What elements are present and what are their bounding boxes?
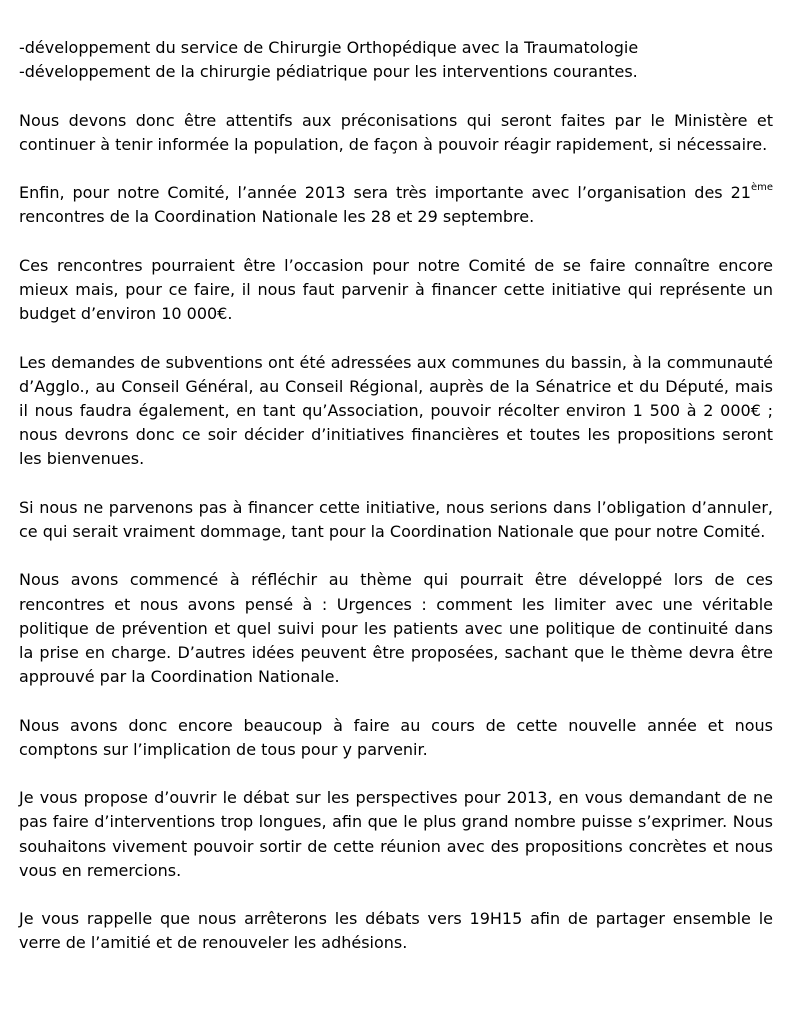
paragraph-ministry: Nous devons donc être attentifs aux préconisations qui seront faites par le Ministère et continuer à tenir informée la population, de façon à pouvoir réagir rapidement, si nécessaire.	[19, 110, 773, 154]
ordinal-superscript: ème	[750, 182, 773, 194]
paragraph-debate: Je vous propose d’ouvrir le débat sur les perspectives pour 2013, en vous demandant de ne pas faire d’interventions trop longues, afin que le plus grand nombre puisse s’exprimer. Nous souhaitons vivement pouvoir sortir de cette réunion avec des propositions concrètes et nous vous en remercions.	[19, 788, 773, 880]
bullet-item: -développement de la chirurgie pédiatrique pour les interventions courantes.	[19, 62, 638, 82]
paragraph-subsidies: Les demandes de subventions ont été adressées aux communes du bassin, à la communauté d’Agglo., au Conseil Général, au Conseil Régional, auprès de la Sénatrice et du Député, mais il nous faudra également, en tant qu’Association, pouvoir récolter environ 1 500 à 2 000€ ; nous devrons donc ce soir décider d’initiatives financières et toutes les propositions seront les bienvenues.	[19, 352, 773, 469]
paragraph-budget: Ces rencontres pourraient être l’occasion pour notre Comité de se faire connaître encore mieux mais, pour ce faire, il nous faut parvenir à financer cette initiative qui représente un budget d’environ 10 000€.	[19, 255, 773, 324]
paragraph-cancellation: Si nous ne parvenons pas à financer cette initiative, nous serions dans l’obligation d’annuler, ce qui serait vraiment dommage, tant pour la Coordination Nationale que pour notre Comité.	[19, 497, 773, 541]
paragraph-theme: Nous avons commencé à réfléchir au thème qui pourrait être développé lors de ces rencontres et nous avons pensé à : Urgences : comment les limiter avec une véritable politique de prévention et quel suivi pour les patients avec une politique de continuité dans la prise en charge. D’autres idées peuvent être proposées, sachant que le thème devra être approuvé par la Coordination Nationale.	[19, 570, 773, 687]
paragraph-meeting-2013-text-end: rencontres de la Coordination Nationale les 28 et 29 septembre.	[19, 207, 535, 227]
paragraph-meeting-2013-text: Enfin, pour notre Comité, l’année 2013 sera très importante avec l’organisation des 21	[19, 183, 751, 203]
paragraph-new-year: Nous avons donc encore beaucoup à faire au cours de cette nouvelle année et nous comptons sur l’implication de tous pour y parvenir.	[19, 715, 773, 759]
paragraph-closing: Je vous rappelle que nous arrêterons les débats vers 19H15 afin de partager ensemble le verre de l’amitié et de renouveler les adhésions.	[19, 909, 773, 953]
paragraph-meeting-2013	[19, 181, 773, 229]
document-page	[19, 36, 773, 980]
bullet-list	[19, 36, 773, 84]
bullet-item: -développement du service de Chirurgie Orthopédique avec la Traumatologie	[19, 38, 639, 57]
